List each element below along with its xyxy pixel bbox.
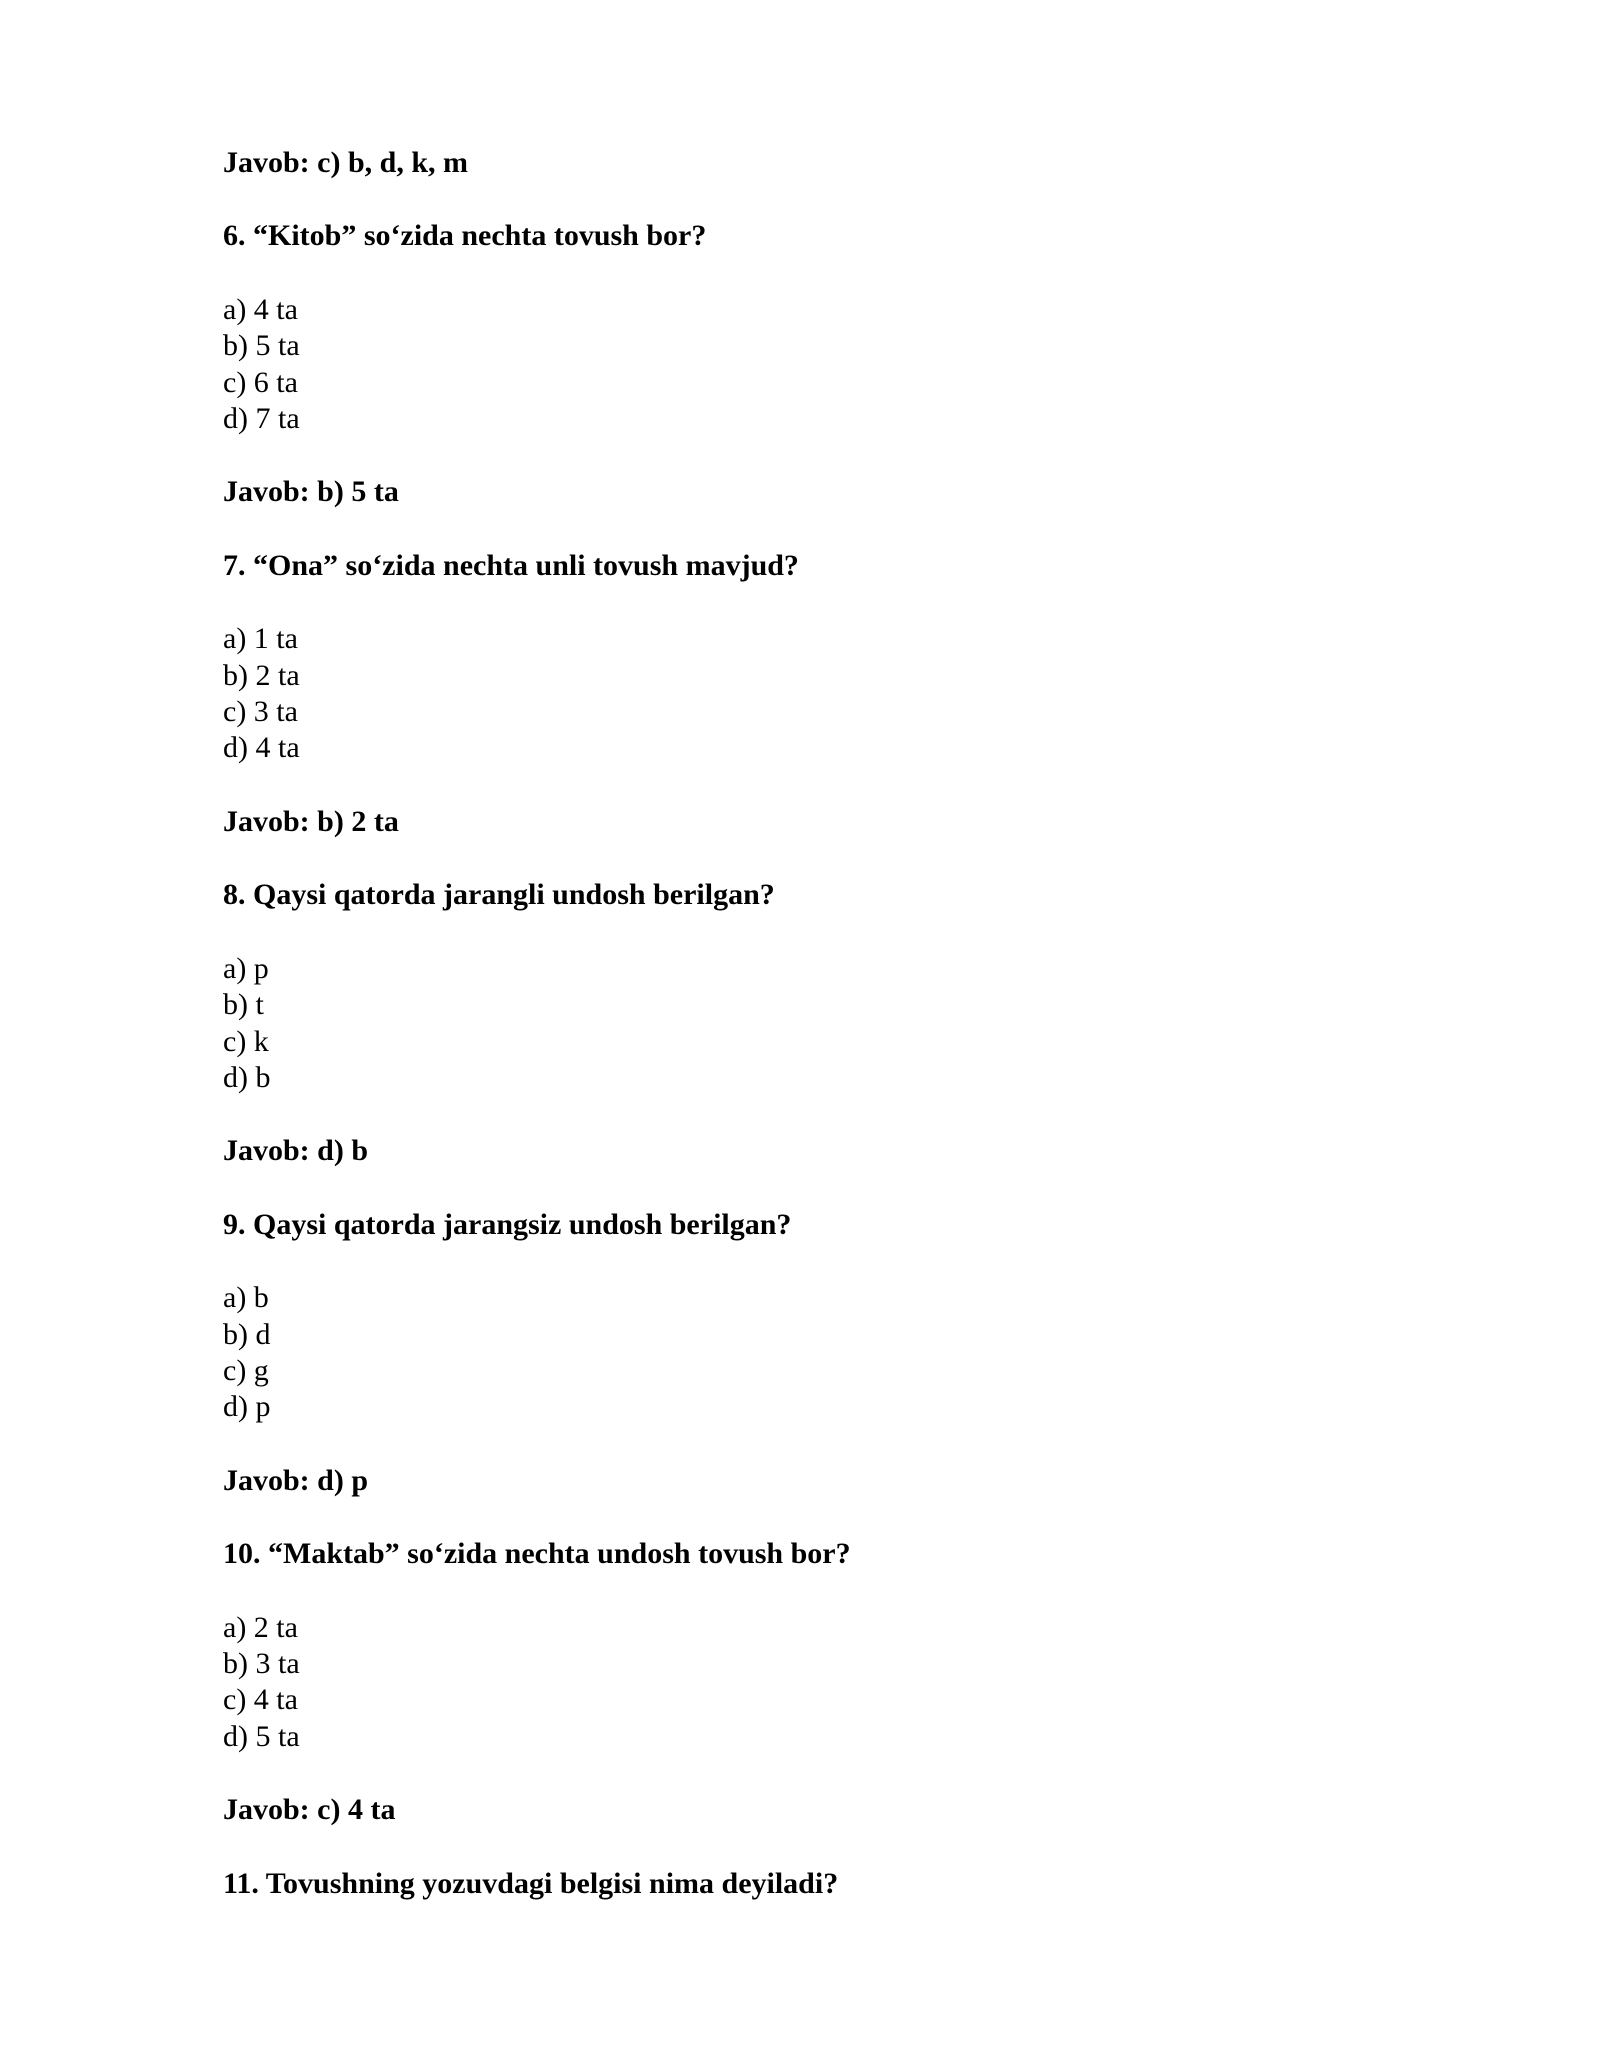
answer-line: Javob: c) 4 ta	[223, 1793, 396, 1827]
option-item: b) 2 ta	[223, 658, 300, 692]
answer-line: Javob: c) b, d, k, m	[223, 146, 469, 179]
question-text: 9. Qaysi qatorda jarangsiz undosh berilgan?	[223, 1207, 792, 1241]
option-item: b) t	[223, 988, 264, 1022]
question-block	[223, 548, 1373, 840]
option-item: a) 1 ta	[223, 622, 298, 656]
option-item: b) 5 ta	[223, 329, 300, 363]
answer-line: Javob: d) p	[223, 1463, 369, 1497]
option-item: c) g	[223, 1353, 269, 1387]
question-block	[223, 218, 1373, 510]
option-item: a) 2 ta	[223, 1610, 298, 1644]
option-item: d) 4 ta	[223, 731, 300, 765]
option-item: c) 3 ta	[223, 695, 298, 729]
question-block	[223, 1207, 1373, 1499]
question-text: 10. “Maktab” so‘zida nechta undosh tovush bor?	[223, 1537, 851, 1571]
option-item: a) p	[223, 951, 269, 985]
options-list	[223, 1280, 1373, 1426]
option-item: c) k	[223, 1024, 269, 1058]
answer-line: Javob: b) 2 ta	[223, 804, 399, 838]
question-block	[223, 1536, 1373, 1828]
options-list	[223, 1610, 1373, 1756]
option-item: c) 4 ta	[223, 1683, 298, 1717]
options-list	[223, 621, 1373, 767]
option-item: d) b	[223, 1060, 271, 1094]
answer-line: Javob: d) b	[223, 1134, 369, 1168]
option-item: d) 7 ta	[223, 402, 300, 436]
question-block	[223, 1866, 1373, 1902]
question-text: 8. Qaysi qatorda jarangli undosh berilgan?	[223, 878, 775, 912]
option-item: a) b	[223, 1281, 269, 1315]
answer-line: Javob: b) 5 ta	[223, 475, 399, 509]
question-block	[223, 877, 1373, 1169]
option-item: c) 6 ta	[223, 365, 298, 399]
document-page	[223, 145, 1373, 1939]
options-list	[223, 292, 1373, 438]
question-text: 11. Tovushning yozuvdagi belgisi nima deyiladi?	[223, 1866, 839, 1900]
option-item: d) 5 ta	[223, 1719, 300, 1753]
question-text: 7. “Ona” so‘zida nechta unli tovush mavjud?	[223, 548, 799, 582]
question-text: 6. “Kitob” so‘zida nechta tovush bor?	[223, 219, 707, 253]
option-item: b) 3 ta	[223, 1646, 300, 1680]
option-item: b) d	[223, 1317, 271, 1351]
options-list	[223, 951, 1373, 1097]
option-item: d) p	[223, 1390, 271, 1424]
option-item: a) 4 ta	[223, 292, 298, 326]
